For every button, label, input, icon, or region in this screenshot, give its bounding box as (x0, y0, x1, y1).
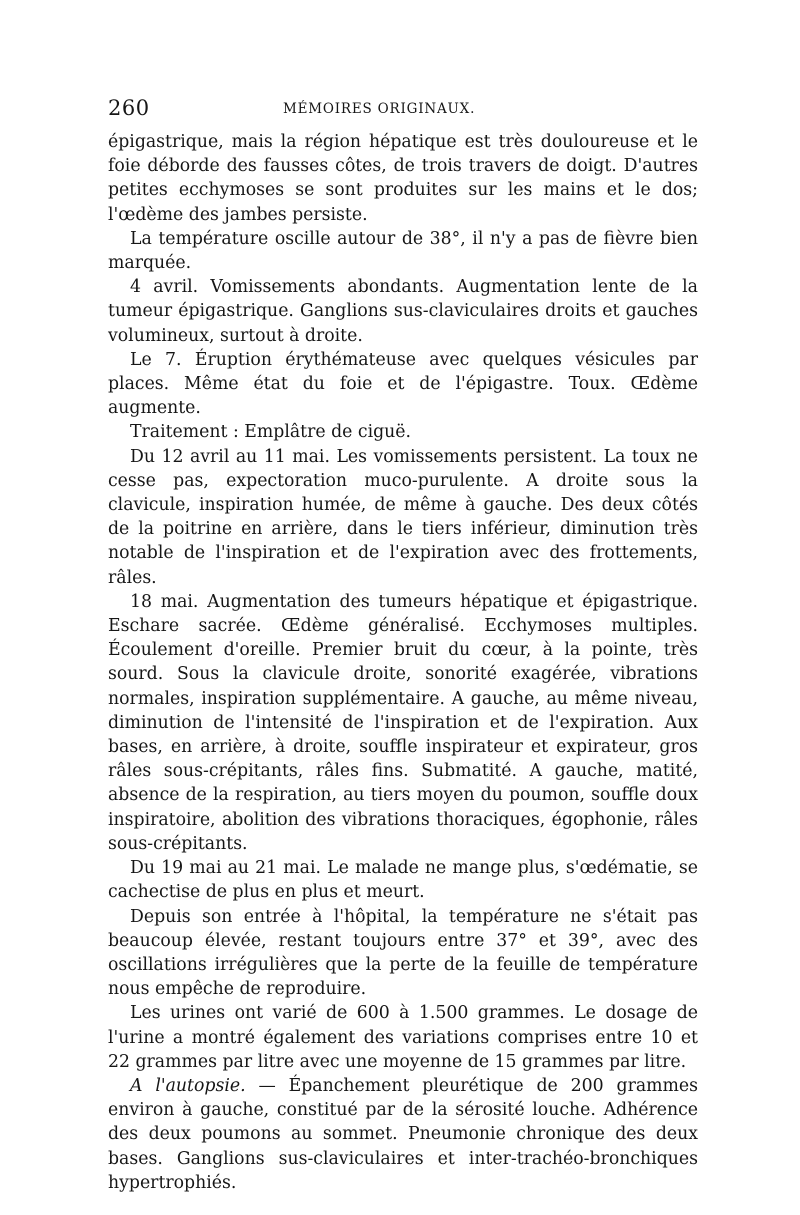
body-text (108, 130, 698, 1195)
paragraph-text: Traitement : Emplâtre de ciguë. (130, 422, 412, 443)
paragraph-4-avril (108, 275, 698, 348)
paragraph-text: Du 19 mai au 21 mai. Le malade ne mange plus, s'œdématie, se cachectise de plus en plus et meurt. (108, 858, 698, 903)
paragraph-autopsie (108, 1074, 698, 1195)
paragraph-18-mai (108, 590, 698, 856)
paragraph-text: Depuis son entrée à l'hôpital, la température ne s'était pas beaucoup élevée, restant toujours entre 37° et 39°, avec des oscillations irrégulières que la perte de la feuille de température nous empêche de reproduire. (108, 906, 698, 1000)
page-number: 260 (108, 96, 150, 120)
paragraph-12-avril (108, 445, 698, 590)
paragraph-text: Les urines ont varié de 600 à 1.500 grammes. Le dosage de l'urine a montré également des variations comprises entre 10 et 22 grammes par litre avec une moyenne de 15 grammes par litre. (108, 1003, 698, 1072)
paragraph-traitement (108, 420, 698, 444)
paragraph-temperature (108, 227, 698, 275)
paragraph-le-7 (108, 348, 698, 421)
paragraph-text: Du 12 avril au 11 mai. Les vomissements persistent. La toux ne cesse pas, expectoration muco-purulente. A droite sous la clavicule, inspiration humée, de même à gauche. Des deux côtés de la poitrine en arrière, dans le tiers inférieur, diminution très notable de l'inspiration et de l'expiration avec des frottements, râles. (108, 446, 698, 588)
autopsie-heading: A l'autopsie. (130, 1075, 246, 1096)
paragraph-urines (108, 1001, 698, 1074)
paragraph-19-mai (108, 856, 698, 904)
paragraph-text: épigastrique, mais la région hépatique est très douloureuse et le foie déborde des fausses côtes, de trois travers de doigt. D'autres petites ecchymoses se sont produites sur les mains et le dos; l'œdème des jambes persiste. (108, 132, 698, 225)
paragraph-text: 4 avril. Vomissements abondants. Augmentation lente de la tumeur épigastrique. Ganglions sus-claviculaires droits et gauches volumineux, surtout à droite. (108, 277, 698, 346)
running-title: MÉMOIRES ORIGINAUX. (283, 101, 476, 117)
paragraph-text: La température oscille autour de 38°, il n'y a pas de fièvre bien marquée. (108, 228, 698, 274)
paragraph-text: Le 7. Éruption érythémateuse avec quelques vésicules par places. Même état du foie et de l'épigastre. Toux. Œdème augmente. (108, 349, 698, 419)
paragraph-text: 18 mai. Augmentation des tumeurs hépatique et épigastrique. Eschare sacrée. Œdème généralisé. Ecchymoses multiples. Écoulement d'oreille. Premier bruit du cœur, à la pointe, très sourd. Sous la clavicule droite, sonorité exagérée, vibrations normales, inspiration supplémentaire. A gauche, au même niveau, diminution de l'intensité de l'inspiration et de l'expiration. Aux bases, en arrière, à droite, souffle inspirateur et expirateur, gros râles sous-crépitants, râles fins. Submatité. A gauche, matité, absence de la respiration, au tiers moyen du poumon, souffle doux inspiratoire, abolition des vibrations thoraciques, égophonie, râles sous-crépitants. (108, 591, 698, 854)
paragraph-text: — Épanchement pleurétique de 200 grammes environ à gauche, constitué par de la sérosité louche. Adhérence des deux poumons au sommet. Pneumonie chronique des deux bases. Ganglions sus-claviculaires et inter-trachéo-bronchiques hypertrophiés. (108, 1075, 698, 1193)
page-header (108, 96, 698, 128)
paragraph-continuation (108, 130, 698, 227)
document-page (108, 96, 698, 1195)
paragraph-temperature-hopital (108, 905, 698, 1002)
